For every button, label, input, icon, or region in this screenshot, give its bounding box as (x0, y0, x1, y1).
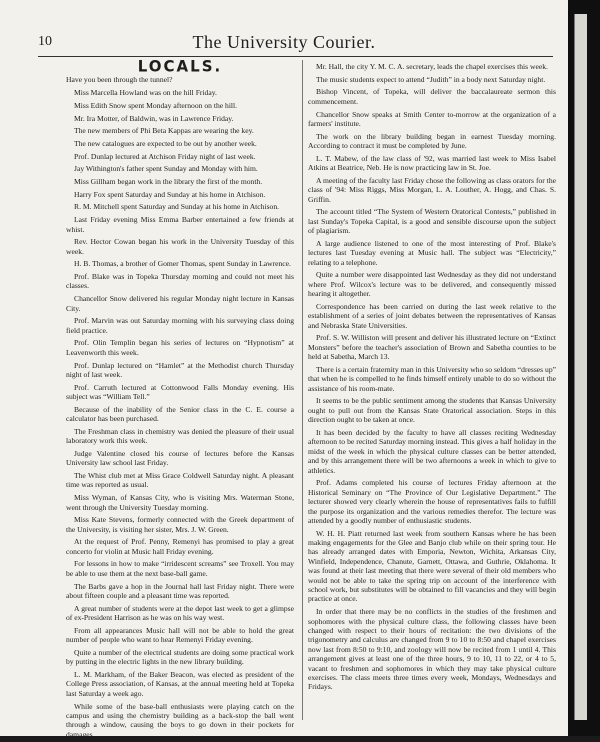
page-number: 10 (38, 34, 52, 49)
news-item: From all appearances Music hall will not be able to hold the great number of people who want to hear Remenyi Friday evening. (66, 625, 294, 645)
right-column-paragraphs (308, 62, 556, 692)
news-item: Prof. Dunlap lectured at Atchison Friday night of last week. (74, 151, 256, 161)
news-item: L. M. Markham, of the Baker Beacon, was elected as president of the College Press association, of Kansas, at the annual meeting held at Topeka last Saturday a week ago. (66, 670, 294, 698)
news-item: Prof. Olin Templin began his series of lectures on “Hypnotism” at Leavenworth this week. (66, 338, 294, 357)
news-item: R. M. Mitchell spent Saturday and Sunday at his home in Atchison. (74, 202, 280, 212)
masthead-title: The University Courier. (192, 32, 376, 52)
news-item: It seems to be the public sentiment among the students that Kansas University ought to pull out from the Kansas State Oratorical association. Steps in this direction ought to be taken at once. (308, 396, 556, 425)
news-item: L. T. Mabew, of the law class of '92, was married last week to Miss Isabel Atkins at Beatrice, Neb. He is now practicing law in St. Joe. (308, 153, 556, 173)
locals-heading-text: LOCALS. (137, 56, 223, 76)
news-item: Mr. Ira Motter, of Baldwin, was in Lawrence Friday. (74, 113, 234, 123)
right-column (308, 62, 556, 695)
news-item: H. B. Thomas, a brother of Gomer Thomas, spent Sunday in Lawrence. (74, 259, 291, 269)
adjacent-page-edge (568, 0, 600, 736)
news-item: Prof. Marvin was out Saturday morning with his surveying class doing field practice. (66, 316, 294, 335)
news-item: Have you been through the tunnel? (66, 75, 173, 85)
news-item: W. H. H. Piatt returned last week from southern Kansas where he has been making engagements for the Glee and Banjo club while on their spring tour. He has already arranged dates with Emporia, Newton, Wichita, Arkansas City, Winfield, Independence, Chanute, Garnett, Ottawa, and Guthrie, Oklahoma. It was found at their last meeting that there were several of their old members who would not be able to take the spring trip on account of the interference with school work, but substitutes will be obtained to fill vacancies and they will begin practice at once. (308, 528, 556, 604)
news-item: The account titled “The System of Western Oratorical Contests,” published in last Sunday's Topeka Capital, is a good and sensible discourse upon the subject of plagiarism. (308, 207, 556, 236)
news-item: Miss Kate Stevens, formerly connected with the Greek department of the University, is visiting her sister, Mrs. J. W. Green. (66, 515, 294, 534)
news-item: At the request of Prof. Penny, Remenyi has promised to play a great concerto for violin at Music hall Friday evening. (66, 537, 294, 556)
news-item: Bishop Vincent, of Topeka, will deliver the baccalaureate sermon this commencement. (308, 87, 556, 106)
news-item: Quite a number of the electrical students are doing some practical work by putting in the electric lights in the new library building. (66, 647, 294, 667)
news-item: Jay Withington's father spent Sunday and Monday with him. (74, 164, 258, 174)
news-item: A great number of students were at the depot last week to get a glimpse of ex-President Harrison as he was on his way west. (66, 603, 294, 623)
news-item: Miss Marcella Howland was on the hill Friday. (74, 88, 217, 98)
news-item: Miss Wyman, of Kansas City, who is visiting Mrs. Waterman Stone, went through the University Tuesday morning. (66, 493, 294, 512)
news-item: Correspondence has been carried on during the last week relative to the establishment of a series of joint debates between the representatives of Kansas and Nebraska State Universities. (308, 301, 556, 330)
locals-heading (66, 56, 294, 76)
news-item: Rev. Hector Cowan began his work in the University Tuesday of this week. (66, 237, 294, 256)
news-item: Harry Fox spent Saturday and Sunday at his home in Atchison. (74, 189, 266, 199)
news-item: A meeting of the faculty last Friday chose the following as class orators for the class of '94: Miss Riggs, Miss Morgan, L. A. Louther, A. Hogg, and Chas. S. Griffin. (308, 175, 556, 204)
news-item: Miss Edith Snow spent Monday afternoon on the hill. (74, 100, 238, 110)
news-item: There is a certain fraternity man in this University who so seldom “dresses up” that when he is compelled to he finds himself entirely unable to do so without the assistance of his room-mate. (308, 364, 556, 393)
news-item: The new catalogues are expected to be out by another week. (74, 138, 257, 148)
left-column (66, 56, 294, 742)
news-item: Prof. S. W. Williston will present and deliver his illustrated lecture on “Extinct Monsters” before the teacher's association of Brown and Sabetha counties to be held at Sabetha, March 13. (308, 333, 556, 362)
news-item: The new members of Phi Beta Kappas are wearing the key. (74, 126, 254, 136)
news-item: Chancellor Snow delivered his regular Monday night lecture in Kansas City. (66, 294, 294, 313)
news-item: It has been decided by the faculty to have all classes reciting Wednesday afternoon to be recited Saturday morning instead. This gives a half holiday in the midst of the week in which the physical culture classes can be better attended, and by this arrangement there will be two afternoons a week in which to give to athletics. (308, 427, 556, 475)
adjacent-page-sliver (574, 14, 587, 720)
news-item: Prof. Adams completed his course of lectures Friday afternoon at the Historical Seminary on “The Province of Our Legislative Department.” The lecturer showed very clearly wherein the house of representatives fails to fulfill the purpose its organization and the various remedies therefor. The lecture was attended by a goodly number of enthusiastic students. (308, 478, 556, 525)
news-item: Prof. Carruth lectured at Cottonwood Falls Monday evening. His subject was “William Tell.” (66, 382, 294, 402)
news-item: The Barbs gave a hop in the Journal hall last Friday night. There were about fifteen couple and a pleasant time was reported. (66, 581, 294, 600)
news-item: The Freshman class in chemistry was denied the pleasure of their usual laboratory work this week. (66, 426, 294, 446)
news-item: Prof. Dunlap lectured on “Hamlet” at the Methodist church Thursday night of last week. (66, 360, 294, 379)
news-item: Because of the inability of the Senior class in the C. E. course a calculator has been purchased. (66, 404, 294, 424)
news-item: A large audience listened to one of the most interesting of Prof. Blake's lectures last Tuesday evening at Music hall. The subject was “Electricity,” relating to a telephone. (308, 238, 556, 267)
news-item: Last Friday evening Miss Emma Barber entertained a few friends at whist. (66, 215, 294, 234)
news-item: Judge Valentine closed his course of lectures before the Kansas University law school last Friday. (66, 448, 294, 468)
news-item: Quite a number were disappointed last Wednesday as they did not understand where Prof. Wilcox's lecture was to be delivered, and consequently missed hearing it altogether. (308, 270, 556, 299)
news-item: Miss Gillham began work in the library the first of the month. (74, 177, 263, 187)
news-item: Chancellor Snow speaks at Smith Center to-morrow at the organization of a farmers' institute. (308, 109, 556, 128)
column-divider (302, 60, 303, 720)
news-item: Prof. Blake was in Topeka Thursday morning and could not meet his classes. (66, 272, 294, 291)
news-item: The Whist club met at Miss Grace Coldwell Saturday night. A pleasant time was reported as usual. (66, 471, 294, 490)
news-item: While some of the base-ball enthusiasts were playing catch on the campus and using the chemistry building as a back-stop the ball went through a window, causing the boys to go down in their pockets for damages. (66, 701, 294, 739)
news-item: For lessons in how to make “irridescent screams” see Troxell. You may be able to use them at the next base-ball game. (66, 559, 294, 578)
header-rule (38, 56, 553, 57)
news-item: Mr. Hall, the city Y. M. C. A. secretary, leads the chapel exercises this week. (316, 62, 548, 71)
news-item: The music students expect to attend “Judith” in a body next Saturday night. (316, 74, 546, 84)
news-item: In order that there may be no conflicts in the studies of the freshmen and sophomores with the physical culture class, the following classes have been changed with respect to their hours of recitation: the two divisions of the trigonometry and calculus are changed from 9 to 10 to 8:50 and chapel exercises now last from 8:50 to 9:10, and zoology will now be recited from 1 until 4. This arrangement gives at least one of the three hours, 9 to 10, 11 to 22, or 4 to 5, vacant to freshmen and sophomores in which they may take physical culture exercises. The class meets three times every week, Mondays, Wednesdays and Fridays. (308, 607, 556, 692)
news-item: The work on the library building began in earnest Tuesday morning. According to contract it must be completed by June. (308, 131, 556, 151)
left-column-paragraphs (66, 75, 294, 739)
